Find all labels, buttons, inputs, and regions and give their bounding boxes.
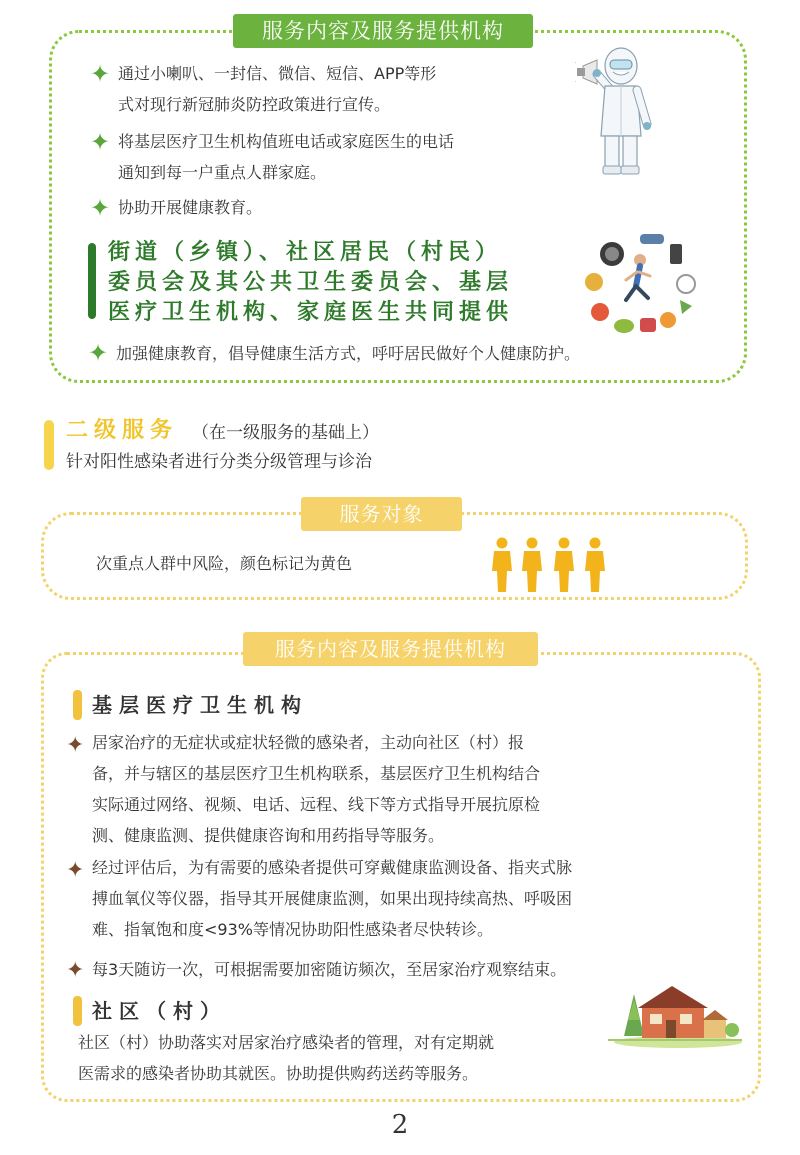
level2-note: （在一级服务的基础上） xyxy=(192,423,379,443)
person-icon xyxy=(521,537,543,593)
section3-bullet-1-line-1: 居家治疗的无症状或症状轻微的感染者，主动向社区（村）报 xyxy=(92,733,525,752)
providers-line-2: 委员会及其公共卫生委员会、基层 xyxy=(108,270,514,295)
sub1-title: 基层医疗卫生机构 xyxy=(92,693,308,717)
person-icon xyxy=(491,537,513,593)
doctor-megaphone-icon xyxy=(575,44,665,180)
section3-header: 服务内容及服务提供机构 xyxy=(243,632,538,666)
section3-bullet-1-line-3: 实际通过网络、视频、电话、远程、线下等方式指导开展抗原检 xyxy=(92,795,541,814)
section3-bullet-2-line-2: 搏血氧仪等仪器，指导其开展健康监测，如果出现持续高热、呼吸困 xyxy=(92,889,573,908)
page-number: 2 xyxy=(391,1110,409,1140)
sub1-accent-bar xyxy=(73,690,82,720)
healthy-lifestyle-icon xyxy=(582,228,698,340)
sub2-text-line-1: 社区（村）协助落实对居家治疗感染者的管理，对有定期就 xyxy=(78,1033,495,1052)
providers-text xyxy=(108,238,558,328)
section1-bullet-1-line-2: 式对现行新冠肺炎防控政策进行宣传。 xyxy=(118,95,391,114)
bullet-star-icon: ✦ xyxy=(90,128,111,156)
sub2-text-line-2: 医需求的感染者协助其就医。协助提供购药送药等服务。 xyxy=(78,1064,479,1083)
service-object-text: 次重点人群中风险，颜色标记为黄色 xyxy=(96,554,353,573)
sub2-accent-bar xyxy=(73,996,82,1026)
sub2-title: 社区（村） xyxy=(92,999,227,1023)
person-icon xyxy=(553,537,575,593)
section3-bullet-3-line-1: 每3天随访一次，可根据需要加密随访频次，至居家治疗观察结束。 xyxy=(92,960,567,979)
bullet-star-icon: ✦ xyxy=(66,958,85,983)
bullet-star-icon: ✦ xyxy=(66,733,85,758)
section3-bullet-2-line-3: 难、指氧饱和度<93%等情况协助阳性感染者尽快转诊。 xyxy=(92,920,493,939)
bullet-star-icon: ✦ xyxy=(90,194,111,222)
providers-line-3: 医疗卫生机构、家庭医生共同提供 xyxy=(108,300,514,325)
level2-title: 二级服务 xyxy=(66,418,179,443)
section1-bullet-2-line-2: 通知到每一户重点人群家庭。 xyxy=(118,163,327,182)
providers-accent-bar xyxy=(88,243,96,319)
level2-description: 针对阳性感染者进行分类分级管理与诊治 xyxy=(66,452,372,472)
providers-line-1: 街道（乡镇）、社区居民（村民） xyxy=(108,240,503,265)
service-object-header: 服务对象 xyxy=(301,497,462,531)
bullet-star-icon: ✦ xyxy=(88,339,109,367)
house-icon xyxy=(608,980,743,1050)
section1-bullet-3-line-1: 协助开展健康教育。 xyxy=(118,198,263,217)
bullet-star-icon: ✦ xyxy=(66,858,85,883)
level2-accent-bar xyxy=(44,420,54,470)
person-icon xyxy=(584,537,606,593)
section1-bullet-1-line-1: 通过小喇叭、一封信、微信、短信、APP等形 xyxy=(118,64,437,83)
section1-bullet-2-line-1: 将基层医疗卫生机构值班电话或家庭医生的电话 xyxy=(118,132,455,151)
section1-header: 服务内容及服务提供机构 xyxy=(233,14,533,48)
section3-bullet-1-line-2: 备，并与辖区的基层医疗卫生机构联系，基层医疗卫生机构结合 xyxy=(92,764,541,783)
section3-bullet-1-line-4: 测、健康监测、提供健康咨询和用药指导等服务。 xyxy=(92,826,445,845)
bullet-star-icon: ✦ xyxy=(90,60,111,88)
section3-bullet-2-line-1: 经过评估后，为有需要的感染者提供可穿戴健康监测设备、指夹式脉 xyxy=(92,858,573,877)
health-advice-text: 加强健康教育，倡导健康生活方式，呼吁居民做好个人健康防护。 xyxy=(116,344,581,363)
